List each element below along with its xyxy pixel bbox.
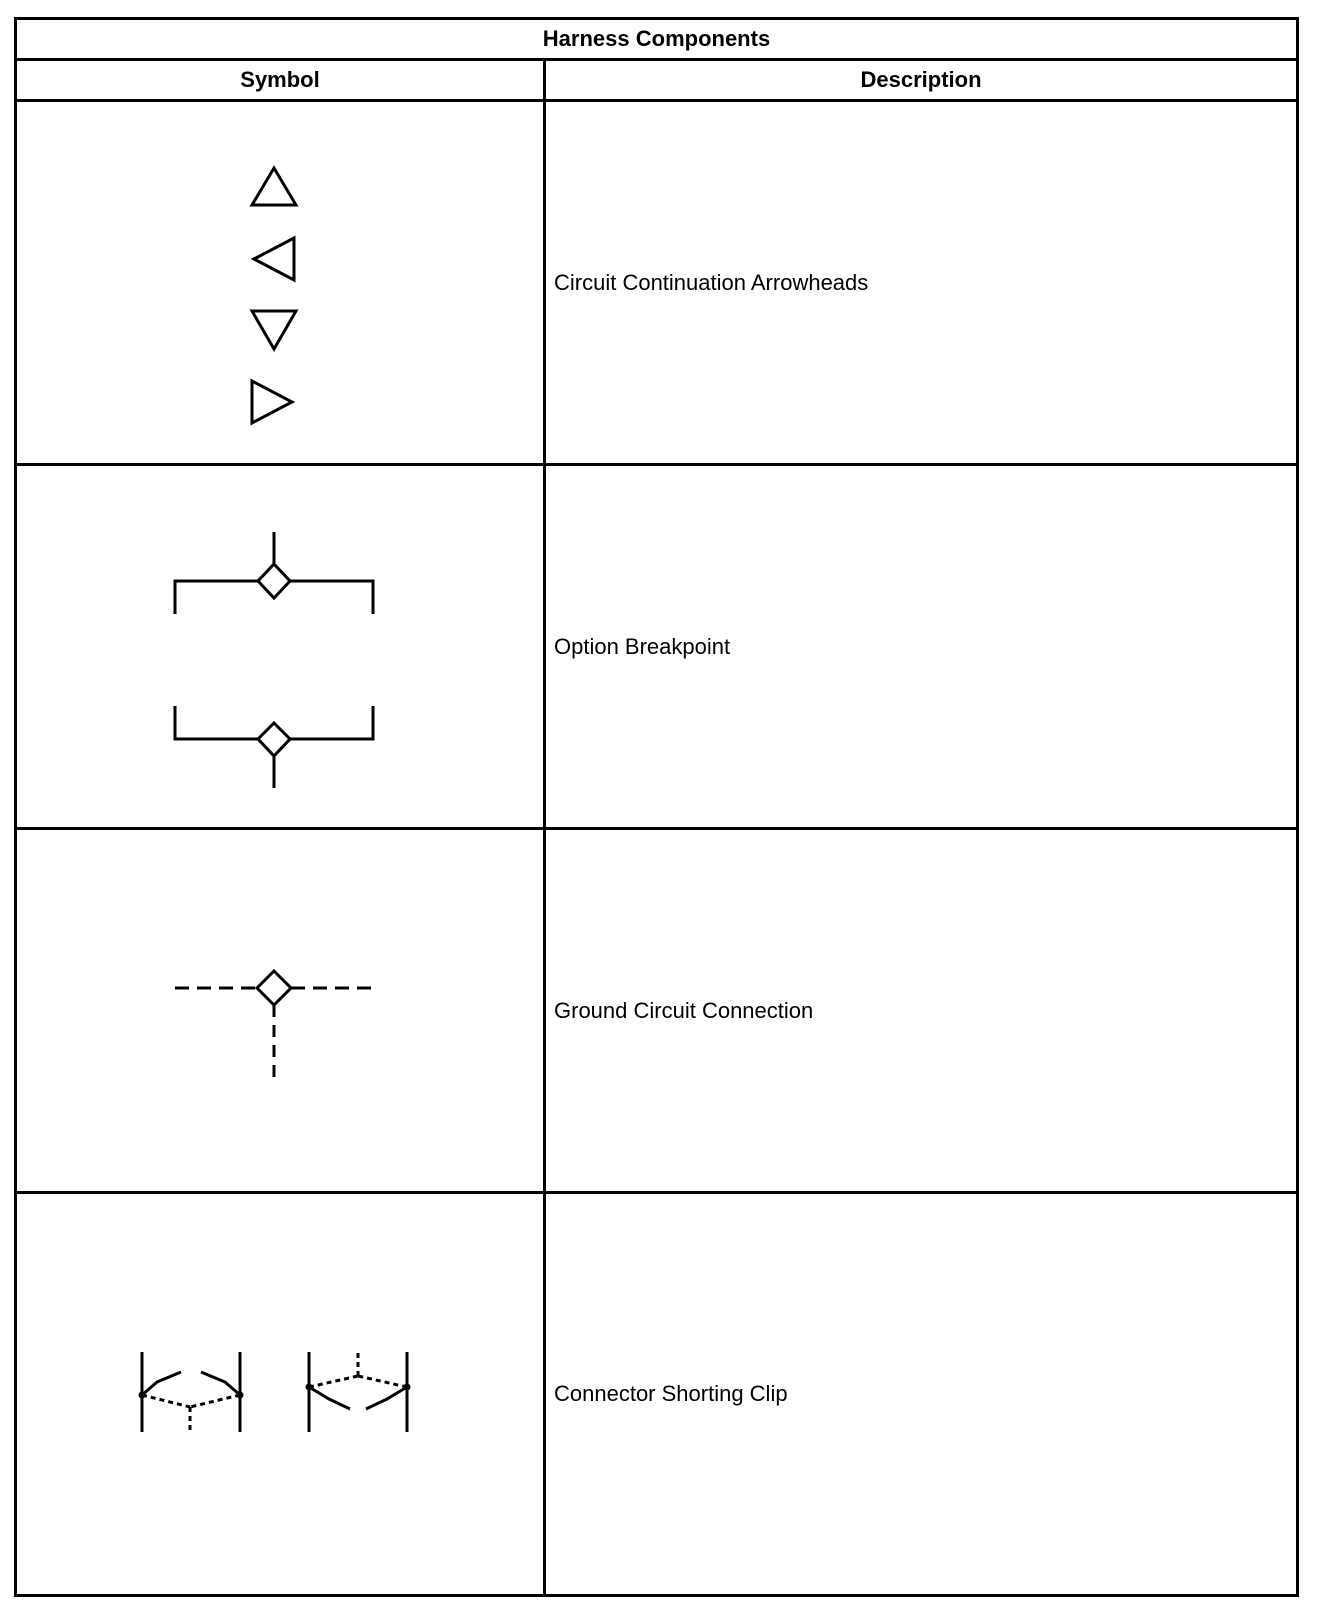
description-cell: Ground Circuit Connection — [554, 997, 814, 1023]
symbol-cell — [17, 830, 546, 1191]
option-breakpoint-icon — [17, 466, 543, 827]
table-row — [17, 830, 1296, 1194]
symbol-cell — [17, 1194, 546, 1594]
symbol-column-header: Symbol — [17, 61, 546, 99]
symbol-cell — [17, 466, 546, 827]
description-cell: Connector Shorting Clip — [554, 1381, 788, 1406]
description-column-header: Description — [860, 67, 982, 92]
circuit-continuation-arrowheads-icon — [17, 102, 543, 463]
symbol-cell — [17, 102, 546, 463]
table-row — [17, 102, 1296, 466]
table-row — [17, 1194, 1296, 1594]
ground-circuit-connection-icon — [17, 830, 543, 1191]
description-cell: Circuit Continuation Arrowheads — [554, 269, 869, 295]
connector-shorting-clip-icon — [17, 1194, 543, 1594]
table-row — [17, 466, 1296, 830]
description-cell: Option Breakpoint — [554, 633, 731, 659]
table-header-row — [17, 61, 1296, 102]
harness-components-table — [14, 17, 1299, 1597]
table-title: Harness Components — [17, 20, 1296, 61]
